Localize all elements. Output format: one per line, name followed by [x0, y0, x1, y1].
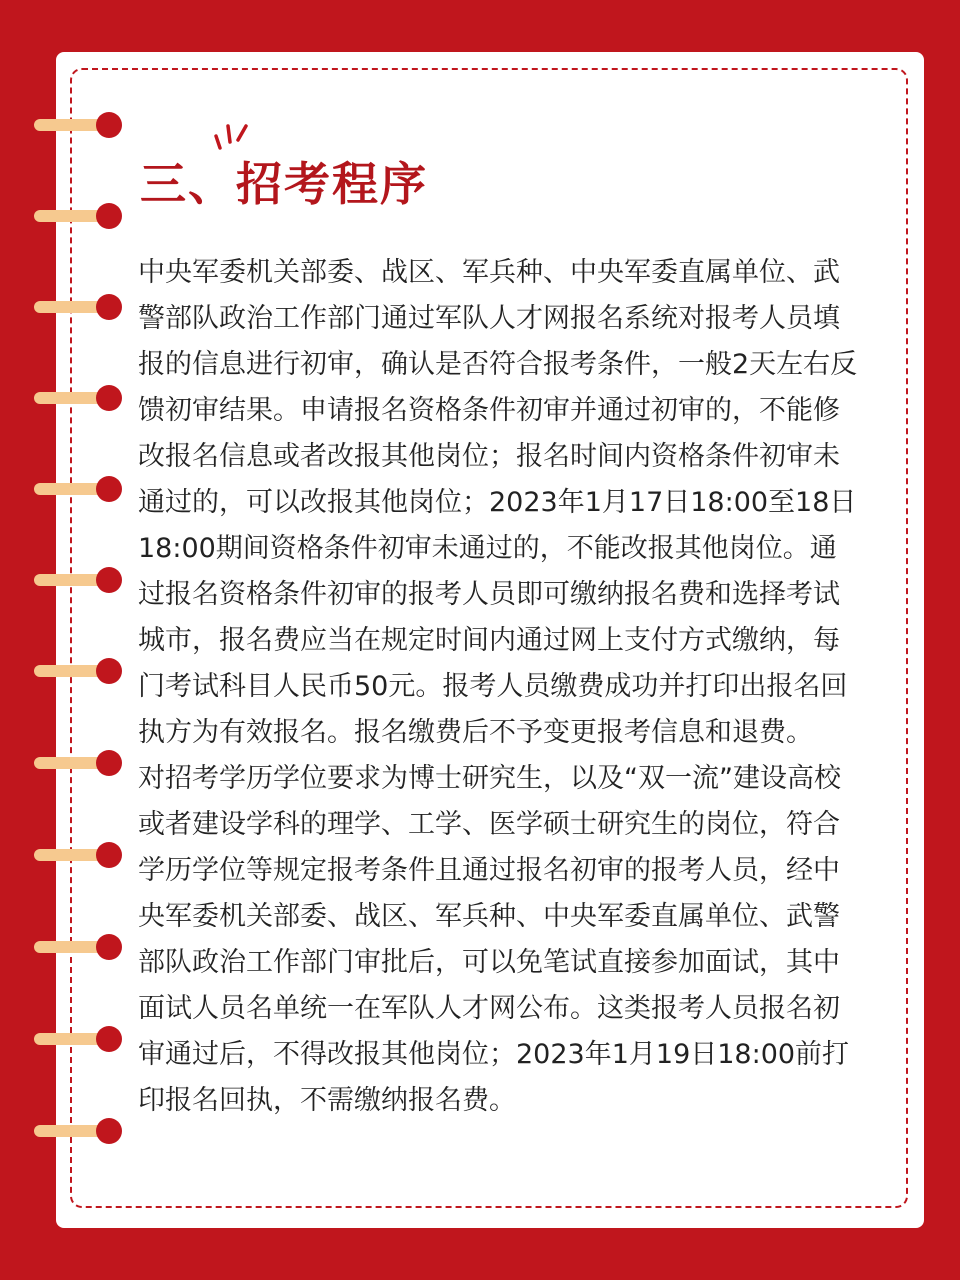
sparkle-icon [214, 120, 254, 150]
paragraph: 中央军委机关部委、战区、军兵种、中央军委直属单位、武警部队政治工作部门通过军队人才网报名系统对报考人员填报的信息进行初审，确认是否符合报考条件，一般2天左右反馈初审结果。申请报名资格条件初审并通过初审的，不能修改报名信息或者改报其他岗位；报名时间内资格条件初审未通过的，可以改报其他岗位；2023年1月17日18:00至18日18:00期间资格条件初审未通过的，不能改报其他岗位。通过报名资格条件初审的报考人员即可缴纳报名费和选择考试城市，报名费应当在规定时间内通过网上支付方式缴纳，每门考试科目人民币50元。报考人员缴费成功并打印出报名回执方为有效报名。报名缴费后不予变更报考信息和退费。 [138, 257, 858, 748]
binder-ring [34, 750, 118, 776]
binder-ring [34, 1118, 118, 1144]
body-text [138, 250, 860, 1124]
binder-ring [34, 842, 118, 868]
binder-ring [34, 385, 118, 411]
paragraph: 对招考学历学位要求为博士研究生，以及“双一流”建设高校或者建设学科的理学、工学、医学硕士研究生的岗位，符合学历学位等规定报考条件且通过报名初审的报考人员，经中央军委机关部委、战区、军兵种、中央军委直属单位、武警部队政治工作部门审批后，可以免笔试直接参加面试，其中面试人员名单统一在军队人才网公布。这类报考人员报名初审通过后，不得改报其他岗位；2023年1月19日18:00前打印报名回执，不需缴纳报名费。 [138, 763, 850, 1116]
binder-ring [34, 567, 118, 593]
section-title: 三、招考程序 [140, 157, 428, 211]
binder-ring [34, 294, 118, 320]
binder-ring [34, 1026, 118, 1052]
binder-ring [34, 658, 118, 684]
binder-ring [34, 112, 118, 138]
binder-ring [34, 203, 118, 229]
binder-ring [34, 476, 118, 502]
binder-ring [34, 934, 118, 960]
